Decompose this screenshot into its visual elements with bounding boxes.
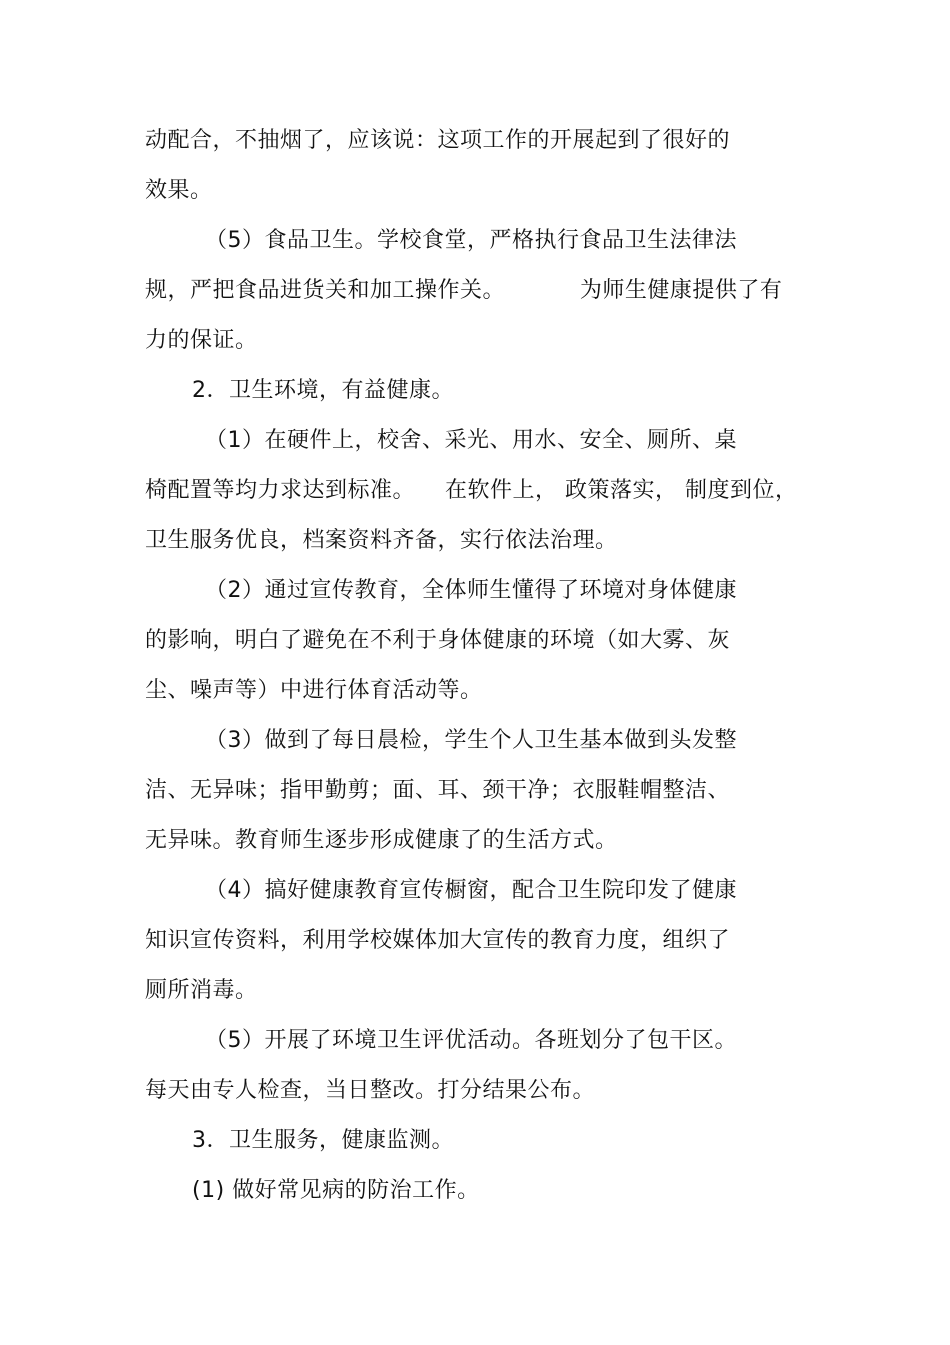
section-heading: 3．卫生服务，健康监测。: [192, 1128, 454, 1153]
text-line: 无异味。教育师生逐步形成健康了的生活方式。: [145, 828, 618, 853]
text-line: 的影响，明白了避免在不利于身体健康的环境（如大雾、灰: [145, 628, 731, 653]
paragraph-start-line: （1）在硬件上，校舍、采光、用水、安全、厕所、桌: [205, 428, 737, 453]
text-line: 力的保证。: [145, 328, 258, 353]
paragraph-start-line: （2）通过宣传教育，全体师生懂得了环境对身体健康: [205, 578, 737, 603]
paragraph-start-line: （3）做到了每日晨检，学生个人卫生基本做到头发整: [205, 728, 737, 753]
text-line: 每天由专人检查，当日整改。打分结果公布。: [145, 1078, 596, 1103]
text-line: 效果。: [145, 178, 213, 203]
text-line: 卫生服务优良，档案资料齐备，实行依法治理。: [145, 528, 618, 553]
paragraph-start-line: （5）食品卫生。学校食堂，严格执行食品卫生法律法: [205, 228, 737, 253]
subsection-line: (1) 做好常见病的防治工作。: [192, 1178, 480, 1203]
text-line: 椅配置等均力求达到标准。 在软件上， 政策落实， 制度到位，: [145, 478, 798, 503]
text-line: 知识宣传资料，利用学校媒体加大宣传的教育力度，组织了: [145, 928, 731, 953]
text-line: 洁、无异味；指甲勤剪；面、耳、颈干净；衣服鞋帽整洁、: [145, 778, 731, 803]
paragraph-start-line: （4）搞好健康教育宣传橱窗，配合卫生院印发了健康: [205, 878, 737, 903]
section-heading: 2．卫生环境，有益健康。: [192, 378, 454, 403]
paragraph-start-line: （5）开展了环境卫生评优活动。各班划分了包干区。: [205, 1028, 737, 1053]
text-line: 动配合，不抽烟了，应该说：这项工作的开展起到了很好的: [145, 128, 731, 153]
text-line: 规，严把食品进货关和加工操作关。 为师生健康提供了有: [145, 278, 783, 303]
text-line: 尘、噪声等）中进行体育活动等。: [145, 678, 483, 703]
text-line: 厕所消毒。: [145, 978, 258, 1003]
